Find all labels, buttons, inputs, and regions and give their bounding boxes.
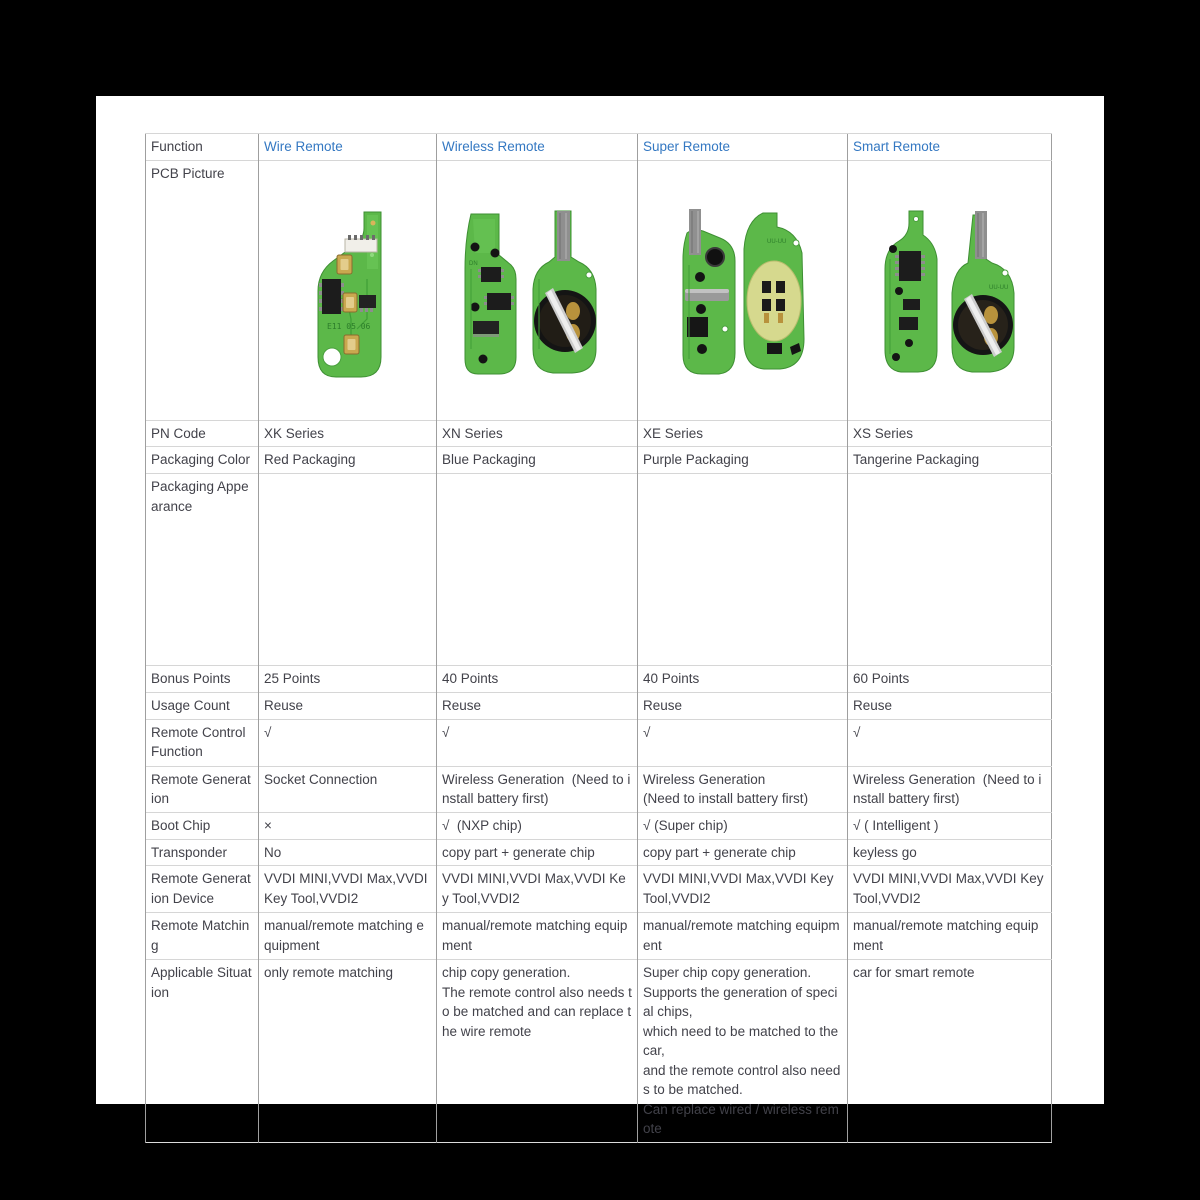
row-remote-generation <box>146 766 1052 812</box>
cell-remote-generation-device-smart: VVDI MINI,VVDI Max,VVDI Key Tool,VVDI2 <box>848 866 1052 913</box>
cell-transponder-wireless: copy part + generate chip <box>437 839 638 866</box>
header-super-remote[interactable]: Super Remote <box>638 134 848 161</box>
cell-bonus-points-smart: 60 Points <box>848 666 1052 693</box>
row-label-remote-generation-device: Remote Generation Device <box>146 866 259 913</box>
cell-applicable-situation-smart: car for smart remote <box>848 960 1052 1143</box>
cell-packaging-appearance-super <box>638 474 848 666</box>
cell-boot-chip-wire: × <box>259 812 437 839</box>
cell-packaging-appearance-wire <box>259 474 437 666</box>
row-label-packaging-color: Packaging Color <box>146 447 259 474</box>
cell-remote-control-function-wire: √ <box>259 719 437 766</box>
cell-bonus-points-super: 40 Points <box>638 666 848 693</box>
header-wireless-remote[interactable]: Wireless Remote <box>437 134 638 161</box>
cell-pn-code-wireless: XN Series <box>437 420 638 447</box>
header-smart-remote[interactable]: Smart Remote <box>848 134 1052 161</box>
row-applicable-situation <box>146 960 1052 1143</box>
cell-remote-generation-smart: Wireless Generation (Need to install battery first) <box>848 766 1052 812</box>
cell-applicable-situation-wire: only remote matching <box>259 960 437 1143</box>
svg-text:DN: DN <box>469 260 478 267</box>
cell-packaging-appearance-smart <box>848 474 1052 666</box>
cell-remote-generation-wire: Socket Connection <box>259 766 437 812</box>
svg-text:UU-UU: UU-UU <box>766 238 786 245</box>
row-pcb-picture <box>146 160 1052 420</box>
cell-pn-code-super: XE Series <box>638 420 848 447</box>
row-label-remote-generation: Remote Generation <box>146 766 259 812</box>
svg-text:UU-UU: UU-UU <box>988 284 1008 291</box>
row-label-transponder: Transponder <box>146 839 259 866</box>
row-remote-matching <box>146 913 1052 960</box>
row-label-packaging-appearance: Packaging Appearance <box>146 474 259 666</box>
row-packaging-color <box>146 447 1052 474</box>
header-function: Function <box>146 134 259 161</box>
row-remote-control-function <box>146 719 1052 766</box>
header-wire-remote[interactable]: Wire Remote <box>259 134 437 161</box>
cell-usage-count-wire: Reuse <box>259 692 437 719</box>
cell-remote-generation-device-super: VVDI MINI,VVDI Max,VVDI Key Tool,VVDI2 <box>638 866 848 913</box>
cell-pcb-wire <box>259 160 437 420</box>
cell-remote-matching-super: manual/remote matching equipment <box>638 913 848 960</box>
super-remote-pcb-image <box>675 209 811 381</box>
cell-remote-matching-wire: manual/remote matching equipment <box>259 913 437 960</box>
cell-remote-generation-super: Wireless Generation (Need to install battery first) <box>638 766 848 812</box>
cell-pcb-super <box>638 160 848 420</box>
product-comparison-table <box>145 133 1052 1143</box>
content-panel <box>96 96 1104 1136</box>
cell-remote-control-function-smart: √ <box>848 719 1052 766</box>
cell-remote-generation-device-wire: VVDI MINI,VVDI Max,VVDI Key Tool,VVDI2 <box>259 866 437 913</box>
row-remote-generation-device <box>146 866 1052 913</box>
row-label-remote-matching: Remote Matching <box>146 913 259 960</box>
cell-usage-count-super: Reuse <box>638 692 848 719</box>
cell-applicable-situation-wireless: chip copy generation. The remote control also needs to be matched and can replace the wire remote <box>437 960 638 1143</box>
row-label-applicable-situation: Applicable Situation <box>146 960 259 1143</box>
row-usage-count <box>146 692 1052 719</box>
cell-packaging-appearance-wireless <box>437 474 638 666</box>
cell-transponder-wire: No <box>259 839 437 866</box>
cell-pn-code-wire: XK Series <box>259 420 437 447</box>
cell-remote-matching-smart: manual/remote matching equipment <box>848 913 1052 960</box>
cell-applicable-situation-super: Super chip copy generation. Supports the generation of special chips, which need to be matched to the car, and the remote control also needs to be matched. Can replace wired / wireless remote <box>638 960 848 1143</box>
header-row <box>146 134 1052 161</box>
cell-remote-generation-wireless: Wireless Generation (Need to install battery first) <box>437 766 638 812</box>
row-label-bonus-points: Bonus Points <box>146 666 259 693</box>
cell-packaging-color-super: Purple Packaging <box>638 447 848 474</box>
cell-remote-control-function-super: √ <box>638 719 848 766</box>
cell-pcb-wireless <box>437 160 638 420</box>
cell-packaging-color-wire: Red Packaging <box>259 447 437 474</box>
cell-boot-chip-wireless: √ (NXP chip) <box>437 812 638 839</box>
cell-boot-chip-super: √ (Super chip) <box>638 812 848 839</box>
cell-packaging-color-smart: Tangerine Packaging <box>848 447 1052 474</box>
wireless-remote-pcb-image <box>461 209 613 381</box>
cell-boot-chip-smart: √ ( Intelligent ) <box>848 812 1052 839</box>
smart-remote-pcb-image <box>879 209 1021 381</box>
cell-remote-generation-device-wireless: VVDI MINI,VVDI Max,VVDI Key Tool,VVDI2 <box>437 866 638 913</box>
wire-remote-pcb-image <box>307 209 389 381</box>
cell-remote-control-function-wireless: √ <box>437 719 638 766</box>
cell-remote-matching-wireless: manual/remote matching equipment <box>437 913 638 960</box>
row-label-usage-count: Usage Count <box>146 692 259 719</box>
cell-transponder-super: copy part + generate chip <box>638 839 848 866</box>
cell-pn-code-smart: XS Series <box>848 420 1052 447</box>
row-packaging-appearance <box>146 474 1052 666</box>
cell-usage-count-wireless: Reuse <box>437 692 638 719</box>
cell-usage-count-smart: Reuse <box>848 692 1052 719</box>
row-boot-chip <box>146 812 1052 839</box>
row-pn-code <box>146 420 1052 447</box>
cell-bonus-points-wire: 25 Points <box>259 666 437 693</box>
row-label-boot-chip: Boot Chip <box>146 812 259 839</box>
cell-pcb-smart <box>848 160 1052 420</box>
row-label-pcb-picture: PCB Picture <box>146 160 259 420</box>
row-label-pn-code: PN Code <box>146 420 259 447</box>
row-transponder <box>146 839 1052 866</box>
cell-transponder-smart: keyless go <box>848 839 1052 866</box>
cell-bonus-points-wireless: 40 Points <box>437 666 638 693</box>
row-bonus-points <box>146 666 1052 693</box>
cell-packaging-color-wireless: Blue Packaging <box>437 447 638 474</box>
row-label-remote-control-function: Remote Control Function <box>146 719 259 766</box>
svg-text:E11 05 06: E11 05 06 <box>326 321 370 331</box>
